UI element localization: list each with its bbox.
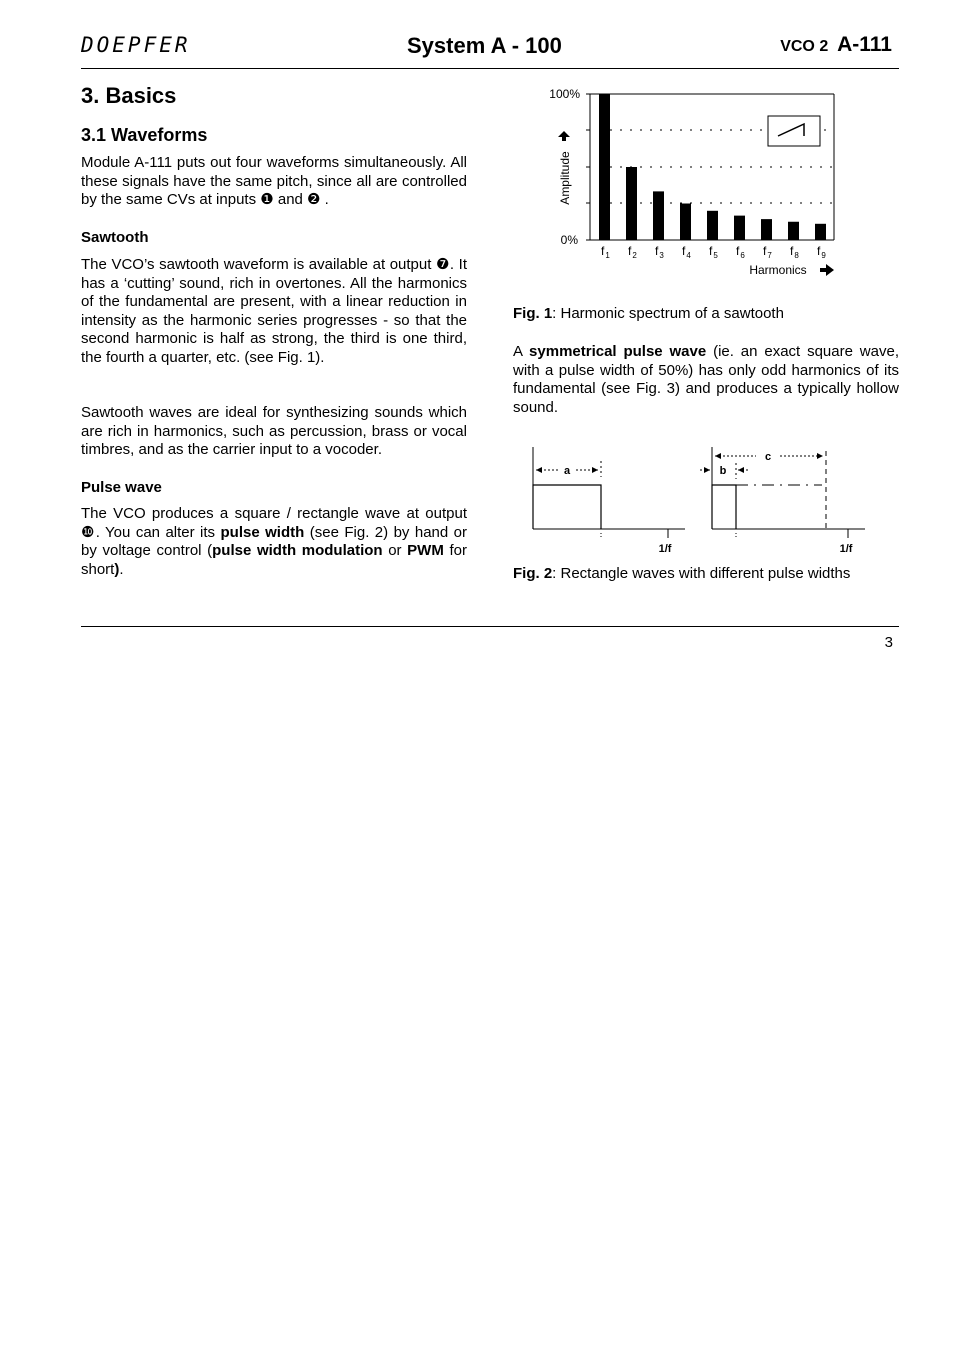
ytick-bottom: 0% <box>560 233 578 247</box>
bar-f9 <box>815 224 826 240</box>
symmetrical-pulse-text: A symmetrical pulse wave (ie. an exact square wave, with a pulse width of 50%) has only odd harmonics of its fundamental (see Fig. 3) and produces a typically hollow sound. <box>513 343 899 416</box>
right-arrow-icon <box>820 264 834 276</box>
subsection-title: 3.1 Waveforms <box>81 125 208 145</box>
intro-text: Module A-111 puts out four waveforms simultaneously. All these signals have the same pitch, since all are controlled by the same CVs at inputs ❶ and ❷ . <box>81 154 467 209</box>
bar-f6 <box>734 216 745 240</box>
system-title: System A - 100 <box>407 33 562 58</box>
y-axis-label: Amplitude <box>558 151 572 205</box>
xtick-f8: $f_8$ <box>790 244 799 260</box>
bar-f8 <box>788 222 799 240</box>
sawtooth-heading <box>81 229 467 248</box>
xtick-f2: $f_2$ <box>628 244 637 260</box>
period-label-left: 1/f <box>658 543 672 555</box>
footer-rule <box>81 626 899 627</box>
fig2-caption-text: : Rectangle waves with different pulse widths <box>552 565 851 582</box>
ytick-top: 100% <box>549 87 580 101</box>
sawtooth-text-1: The VCO’s sawtooth waveform is available at output ❼. It has a ‘cutting’ sound, rich in overtones. All the harmonics of the fundamental are present, with a linear reduction in intensity as the harmonic series progresses - so that the second harmonic is half as strong, the third is one third, the fourth a quarter, etc. (see Fig. 1). <box>81 256 467 366</box>
fig2-label: Fig. 2 <box>513 565 553 582</box>
section-title: 3. Basics <box>81 83 177 108</box>
xtick-f1: $f_1$ <box>601 244 610 260</box>
page-number: 3 <box>884 634 893 651</box>
up-arrow-icon <box>558 131 570 141</box>
header-rule <box>81 68 899 69</box>
label-b: b <box>719 465 727 477</box>
waveform-right <box>700 447 865 555</box>
bar-f4 <box>680 204 691 241</box>
label-a: a <box>563 465 571 477</box>
pulse-heading-text: Pulse wave <box>81 479 162 496</box>
xtick-f4: $f_4$ <box>682 244 691 260</box>
symmetrical-pulse-paragraph <box>513 343 899 417</box>
bar-f3 <box>653 191 664 240</box>
intro-paragraph <box>81 154 467 210</box>
xtick-f6: $f_6$ <box>736 244 745 260</box>
xtick-f7: $f_7$ <box>763 244 772 260</box>
sawtooth-text-2: Sawtooth waves are ideal for synthesizing sounds which are rich in harmonics, such as percussion, brass or vocal timbres, and as the carrier input to a vocoder. <box>81 404 467 459</box>
sawtooth-paragraph-1 <box>81 256 467 368</box>
pulse-paragraph <box>81 505 467 579</box>
doepfer-logo: DOEPFER <box>81 33 191 57</box>
fig1-caption <box>513 305 899 324</box>
bar-f2 <box>626 167 637 240</box>
harmonic-spectrum-chart <box>540 84 850 280</box>
fig2-caption <box>513 565 899 584</box>
period-label-right: 1/f <box>839 543 853 555</box>
sawtooth-symbol <box>768 116 820 146</box>
bar-f7 <box>761 219 772 240</box>
sawtooth-heading-text: Sawtooth <box>81 229 149 246</box>
xtick-f9: $f_9$ <box>817 244 826 260</box>
x-axis-label: Harmonics <box>749 263 807 277</box>
pulse-heading <box>81 479 467 498</box>
module-number: A-111 <box>837 33 892 56</box>
xtick-f5: $f_5$ <box>709 244 718 260</box>
bar-f1 <box>599 94 610 240</box>
module-title <box>780 33 892 57</box>
pulse-width-diagram <box>528 443 873 561</box>
bar-f5 <box>707 211 718 240</box>
waveform-left <box>533 447 685 555</box>
sawtooth-paragraph-2 <box>81 404 467 460</box>
fig1-caption-text: : Harmonic spectrum of a sawtooth <box>552 305 784 322</box>
module-name: VCO 2 <box>780 38 829 55</box>
label-c: c <box>764 451 772 463</box>
fig1-label: Fig. 1 <box>513 305 553 322</box>
pulse-text: The VCO produces a square / rectangle wave at output ❿. You can alter its pulse width (see Fig. 2) by hand or by voltage control (pulse width modulation or PWM for short). <box>81 505 468 578</box>
xtick-f3: $f_3$ <box>655 244 664 260</box>
